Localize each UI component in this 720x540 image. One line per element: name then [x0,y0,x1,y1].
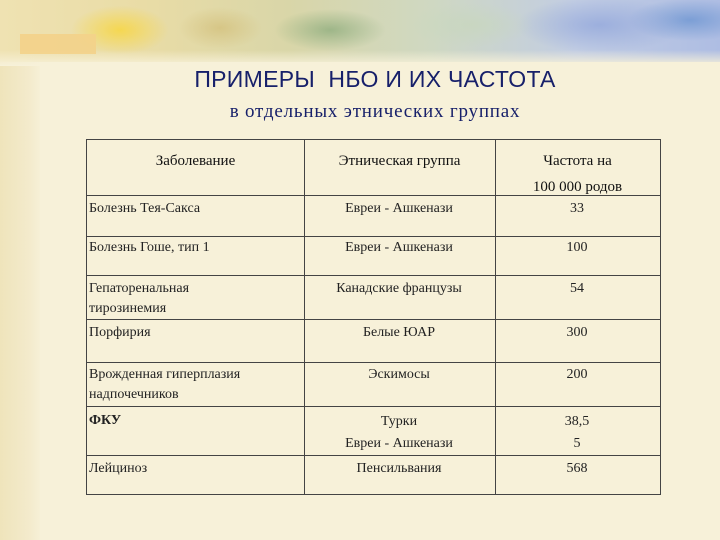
cell-disease: ФКУ [89,413,122,428]
cell-ethnic-group: Евреи - Ашкенази [345,240,453,255]
decorative-left-band [0,0,40,540]
cell-disease [89,365,304,405]
header-ethnic-group: Этническая группа [338,153,461,169]
cell-frequency: 200 [566,367,588,382]
cell-disease: Лейциноз [89,461,148,476]
cell-disease [89,279,304,319]
cell-ethnic-group: Евреи - Ашкенази [345,201,453,216]
cell-frequency-line1: 38,5 [564,414,590,429]
cell-disease-line2: тирозинемия [89,301,167,316]
banner-fade [0,50,720,66]
cell-disease: Болезнь Тея-Сакса [89,201,201,216]
row-divider [87,455,660,456]
header-frequency-line2: 100 000 родов [532,179,623,195]
header-disease: Заболевание [155,153,236,169]
cell-ethnic-group: Эскимосы [368,367,430,382]
decorative-square [20,34,96,54]
cell-frequency-line2: 5 [573,436,581,451]
row-divider [87,362,660,363]
cell-ethnic-group-line2: Евреи - Ашкенази [345,436,453,451]
cell-frequency: 33 [570,201,584,216]
cell-frequency: 100 [566,240,588,255]
slide-subtitle: в отдельных этнических группах [229,101,521,122]
cell-disease-line1: Врожденная гиперплазия [89,367,241,382]
cell-disease-line2: надпочечников [89,387,179,402]
header-frequency-line1: Частота на [543,153,612,169]
row-divider [87,236,660,237]
cell-frequency: 568 [566,461,588,476]
cell-frequency: 300 [566,325,588,340]
cell-disease: Порфирия [89,325,151,340]
cell-ethnic-group: Канадские французы [336,281,462,296]
row-divider [87,406,660,407]
cell-frequency [495,411,659,455]
cell-ethnic-group: Пенсильвания [356,461,442,476]
slide-title: ПРИМЕРЫ НБО И ИХ ЧАСТОТА [194,66,556,92]
cell-ethnic-group [303,411,495,455]
header-frequency [495,148,660,200]
cell-ethnic-group-line1: Турки [380,414,418,429]
cell-ethnic-group: Белые ЮАР [362,325,436,340]
cell-disease-line1: Гепаторенальная [89,281,190,296]
row-divider [87,275,660,276]
row-divider [87,319,660,320]
cell-frequency: 54 [570,281,584,296]
cell-disease: Болезнь Гоше, тип 1 [89,240,210,255]
